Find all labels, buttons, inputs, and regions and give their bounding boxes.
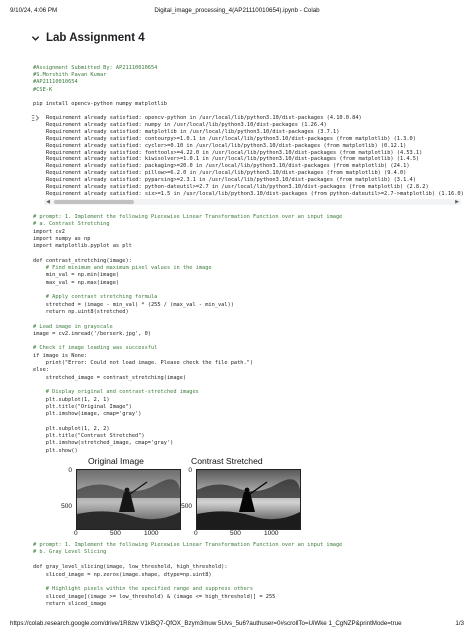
- print-footer: [10, 620, 464, 627]
- output-horizontal-scrollbar[interactable]: [44, 199, 461, 205]
- section-heading[interactable]: [31, 32, 145, 44]
- code-line: plt.title("Original Image"): [33, 403, 132, 410]
- left-subplot-title: Original Image: [88, 456, 144, 466]
- code-line: import numpy as np: [33, 235, 91, 242]
- code-line: import cv2: [33, 228, 65, 235]
- chevron-down-icon[interactable]: [31, 34, 40, 43]
- output-line: Requirement already satisfied: numpy in /usr/local/lib/python3.10/dist-packages (1.26.4): [46, 121, 327, 128]
- code-line: max_val = np.max(image): [33, 279, 120, 286]
- code-line: return sliced_image: [33, 601, 107, 608]
- code-line: # Highlight pixels within the specified range and suppress others: [33, 586, 254, 593]
- output-line: Requirement already satisfied: kiwisolver>=1.0.1 in /usr/local/lib/python3.10/dist-packages (from matplotlib) (1.4.5): [46, 156, 420, 163]
- right-ytick-500: 500: [181, 503, 192, 510]
- section-title: Lab Assignment 4: [46, 32, 145, 44]
- code-line: # Apply contrast stretching formula: [33, 294, 158, 301]
- code-line: # Load image in grayscale: [33, 323, 113, 330]
- right-ytick-0: 0: [188, 467, 192, 474]
- matplotlib-figure: [46, 456, 306, 536]
- original-image: [76, 469, 181, 530]
- code-line: stretched = (image - min_val) * (255 / (max_val - min_val)): [33, 301, 234, 308]
- output-line: Requirement already satisfied: pyparsing>=2.3.1 in /usr/local/lib/python3.10/dist-packages (from matplotlib) (3.1.4): [46, 177, 416, 184]
- right-subplot-title: Contrast Stretched: [191, 456, 263, 466]
- left-ytick-0: 0: [68, 467, 72, 474]
- code-line: def contrast_stretching(image):: [33, 257, 132, 264]
- code-line: plt.subplot(1, 2, 1): [33, 396, 110, 403]
- left-xtick-500: 500: [110, 530, 121, 537]
- output-line: Requirement already satisfied: opencv-python in /usr/local/lib/python3.10/dist-packages (4.10.0.84): [46, 115, 362, 121]
- right-xtick-1000: 1000: [264, 530, 279, 537]
- code-line: plt.imshow(stretched_image, cmap='gray'): [33, 440, 174, 447]
- right-xtick-500: 500: [230, 530, 241, 537]
- right-xtick-0: 0: [194, 530, 198, 537]
- print-doc-title: Digital_image_processing_4(AP21110010654).ipynb - Colab: [154, 7, 320, 14]
- code-line: stretched_image = contrast_stretching(image): [33, 374, 187, 381]
- code-line: sliced_image = np.zeros(image.shape, dtype=np.uint8): [33, 571, 212, 578]
- output-line: Requirement already satisfied: cycler>=0.10 in /usr/local/lib/python3.10/dist-packages (from matplotlib) (0.12.1): [46, 142, 407, 149]
- code-line: image = cv2.imread('/berserk.jpg', 0): [33, 330, 151, 337]
- code-line: # Display original and contrast-stretched images: [33, 389, 199, 396]
- left-ytick-500: 500: [61, 503, 72, 510]
- code-line: # b. Gray Level Slicing: [33, 549, 107, 556]
- code-line: plt.subplot(1, 2, 2): [33, 425, 110, 432]
- print-url: https://colab.research.google.com/drive/1R8zw V1kBQ7-QfOX_Bzym3muw 5Uvs_5u6?authuser=0#scrollTo=UiWke 1_CgNZP&printMode=true: [10, 620, 402, 627]
- text-cell-line: #AP21110010654: [33, 79, 78, 86]
- left-xtick-0: 0: [74, 530, 78, 537]
- code-line: if image is None:: [33, 352, 88, 359]
- text-cell-line: #Assignment Submitted By: AP21110010654: [33, 65, 158, 71]
- code-line: else:: [33, 367, 49, 374]
- code-line: import matplotlib.pyplot as plt: [33, 243, 132, 250]
- print-datetime: 9/10/24, 4:06 PM: [10, 7, 58, 14]
- output-line: Requirement already satisfied: six>=1.5 in /usr/local/lib/python3.10/dist-packages (from python-dateutil>=2.7->matplotlib) (1.16.0): [46, 190, 464, 197]
- output-line: Requirement already satisfied: contourpy>=1.0.1 in /usr/local/lib/python3.10/dist-packages (from matplotlib) (1.3.0): [46, 135, 416, 142]
- code-line: # Find minimum and maximum pixel values in the image: [33, 265, 212, 272]
- contrast-stretched-image: [196, 469, 301, 530]
- code-line: # Check if image loading was successful: [33, 345, 158, 352]
- output-line: Requirement already satisfied: pillow>=6.2.0 in /usr/local/lib/python3.10/dist-packages (from matplotlib) (9.4.0): [46, 170, 407, 177]
- output-line: Requirement already satisfied: packaging>=20.0 in /usr/local/lib/python3.10/dist-packages (from matplotlib) (24.1): [46, 163, 410, 170]
- output-toggle-icon[interactable]: [31, 114, 41, 122]
- code-line: plt.title("Contrast Stretched"): [33, 433, 145, 439]
- code-line: return np.uint8(stretched): [33, 308, 129, 315]
- text-cell-line: #CSE-K: [33, 86, 53, 93]
- left-xtick-1000: 1000: [144, 530, 159, 537]
- print-page-number: 1/3: [455, 620, 464, 627]
- code-line: print("Error: Could not load image. Please check the file path."): [33, 360, 254, 366]
- install-code[interactable]: pip install opencv-python numpy matplotlib: [33, 101, 167, 107]
- scrollbar-thumb[interactable]: [54, 200, 134, 204]
- code-line: # a. Contrast Stretching: [33, 221, 110, 228]
- code-line: sliced_image[(image >= low_threshold) & (image <= high_threshold)] = 255: [33, 593, 276, 600]
- code-line: plt.show(): [33, 447, 78, 454]
- code-line: min_val = np.min(image): [33, 272, 120, 279]
- scroll-right-icon[interactable]: ▶: [455, 199, 459, 205]
- text-cell-line: #S.Morshith Pavan Kumar: [33, 72, 107, 79]
- scroll-left-icon[interactable]: ◀: [46, 199, 50, 205]
- code-line: # prompt: 1. Implement the following Piecewise Linear Transformation Function over an input image: [33, 214, 343, 220]
- output-line: Requirement already satisfied: matplotlib in /usr/local/lib/python3.10/dist-packages (3.7.1): [46, 128, 340, 135]
- code-line: def gray_level_slicing(image, low_threshold, high_threshold):: [33, 564, 228, 571]
- output-line: Requirement already satisfied: python-dateutil>=2.7 in /usr/local/lib/python3.10/dist-packages (from matplotlib) (2.8.2): [46, 184, 429, 190]
- print-header: [10, 7, 464, 14]
- code-line: plt.imshow(image, cmap='gray'): [33, 411, 142, 418]
- output-line: Requirement already satisfied: fonttools>=4.22.0 in /usr/local/lib/python3.10/dist-packages (from matplotlib) (4.53.1): [46, 149, 423, 156]
- code-line: # prompt: 1. Implement the following Piecewise Linear Transformation Function over an input image: [33, 542, 343, 548]
